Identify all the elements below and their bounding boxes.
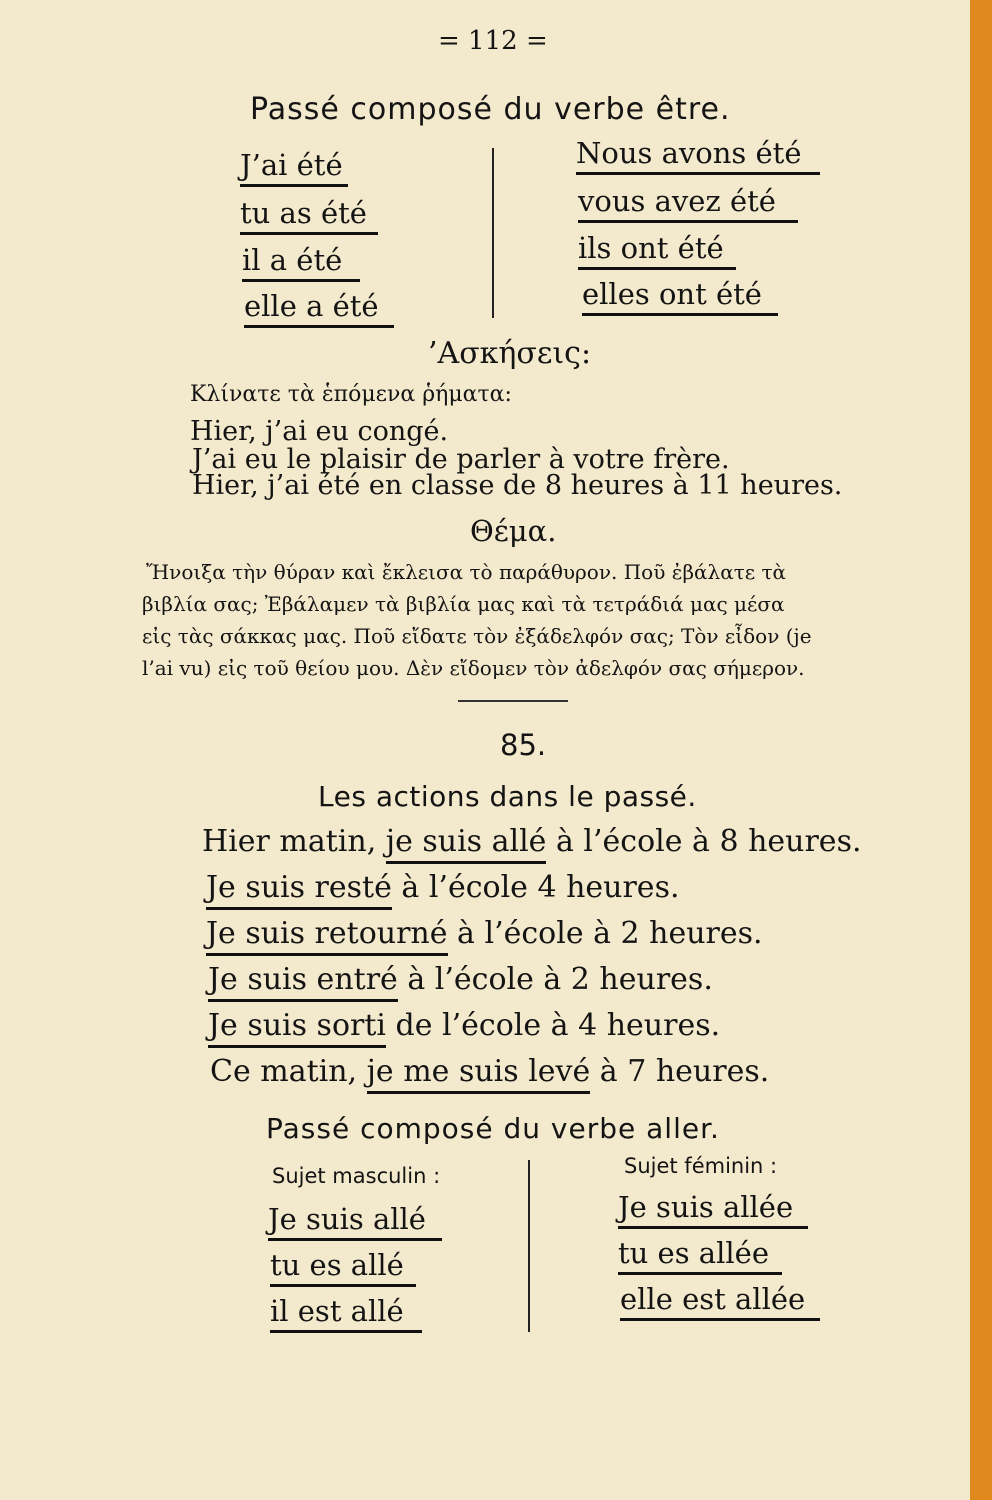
lesson-sentence-6: [210, 1054, 769, 1089]
exercise-line-2: J’ai eu le plaisir de parler à votre frère.: [192, 444, 730, 475]
conj-etre-right-2: vous avez été: [578, 184, 798, 223]
sentence-3-verb: Je suis retourné: [206, 916, 448, 956]
conj-aller-right-2: tu es allée: [618, 1236, 782, 1275]
column-divider-aller: [528, 1160, 530, 1332]
page-number: = 112 =: [438, 26, 548, 56]
conj-aller-right-1: Je suis allée: [618, 1190, 808, 1229]
section-divider: [458, 700, 568, 702]
conj-etre-right-4: elles ont été: [582, 277, 778, 316]
conj-etre-right-1: Nous avons été: [576, 136, 820, 175]
lesson-sentence-1: [202, 824, 862, 859]
conj-etre-left-1: J’ai été: [240, 148, 348, 187]
lesson-sentence-2: [206, 870, 680, 905]
thema-line-1: Ἤνοιξα τὴν θύραν καὶ ἔκλεισα τὸ παράθυρον. Ποῦ ἐβάλατε τὰ: [146, 560, 787, 584]
lesson-sentence-5: [208, 1008, 720, 1043]
conj-aller-left-3: il est allé: [270, 1294, 422, 1333]
conj-etre-left-2: tu as été: [240, 196, 378, 235]
sentence-2-verb: Je suis resté: [206, 870, 392, 910]
thema-line-4: l’ai vu) εἰς τοῦ θείου μου. Δὲν εἴδομεν τὸν ἀδελφόν σας σήμερον.: [142, 656, 805, 680]
sentence-6-pre: Ce matin,: [210, 1054, 367, 1089]
page-edge: [970, 0, 992, 1500]
subject-feminine-header: Sujet féminin :: [624, 1154, 778, 1178]
thema-line-3: εἰς τὰς σάκκας μας. Ποῦ εἴδατε τὸν ἐξάδελφόν σας; Τὸν εἶδον (je: [142, 624, 812, 648]
thema-heading: Θέμα.: [470, 514, 557, 548]
column-divider-etre: [492, 148, 494, 318]
section-title-etre: Passé composé du verbe être.: [250, 92, 731, 127]
sentence-1-post: à l’école à 8 heures.: [546, 824, 862, 859]
thema-line-2: βιβλία σας; Ἐβάλαμεν τὰ βιβλία μας καὶ τὰ τετράδιά μας μέσα: [142, 592, 785, 616]
sentence-6-verb: je me suis levé: [367, 1054, 591, 1094]
lesson-sentence-3: [206, 916, 763, 951]
conj-aller-left-2: tu es allé: [270, 1248, 416, 1287]
conj-aller-left-1: Je suis allé: [268, 1202, 442, 1241]
conj-etre-left-3: il a été: [242, 243, 360, 282]
sentence-4-verb: Je suis entré: [208, 962, 398, 1002]
lesson-title: Les actions dans le passé.: [318, 780, 697, 813]
conj-etre-right-3: ils ont été: [578, 231, 736, 270]
sentence-4-post: à l’école à 2 heures.: [397, 962, 713, 997]
sentence-6-post: à 7 heures.: [590, 1054, 770, 1089]
sentence-5-post: de l’école à 4 heures.: [386, 1008, 721, 1043]
sentence-3-post: à l’école à 2 heures.: [447, 916, 763, 951]
sentence-2-post: à l’école 4 heures.: [391, 870, 680, 905]
sentence-1-pre: Hier matin,: [202, 824, 386, 859]
exercise-line-1: Hier, j’ai eu congé.: [190, 416, 449, 447]
exercises-heading: ’Ασκήσεις:: [428, 336, 592, 371]
section-title-aller: Passé composé du verbe aller.: [266, 1112, 720, 1145]
subject-masculine-header: Sujet masculin :: [272, 1164, 441, 1188]
conj-aller-right-3: elle est allée: [620, 1282, 820, 1321]
lesson-sentence-4: [208, 962, 713, 997]
sentence-1-verb: je suis allé: [386, 824, 547, 864]
exercise-line-3: Hier, j’ai été en classe de 8 heures à 11 heures.: [192, 470, 843, 501]
exercises-instruction: Κλίνατε τὰ ἑπόμενα ῥήματα:: [190, 382, 512, 407]
sentence-5-verb: Je suis sorti: [208, 1008, 386, 1048]
conj-etre-left-4: elle a été: [244, 289, 394, 328]
lesson-number: 85.: [500, 728, 547, 762]
